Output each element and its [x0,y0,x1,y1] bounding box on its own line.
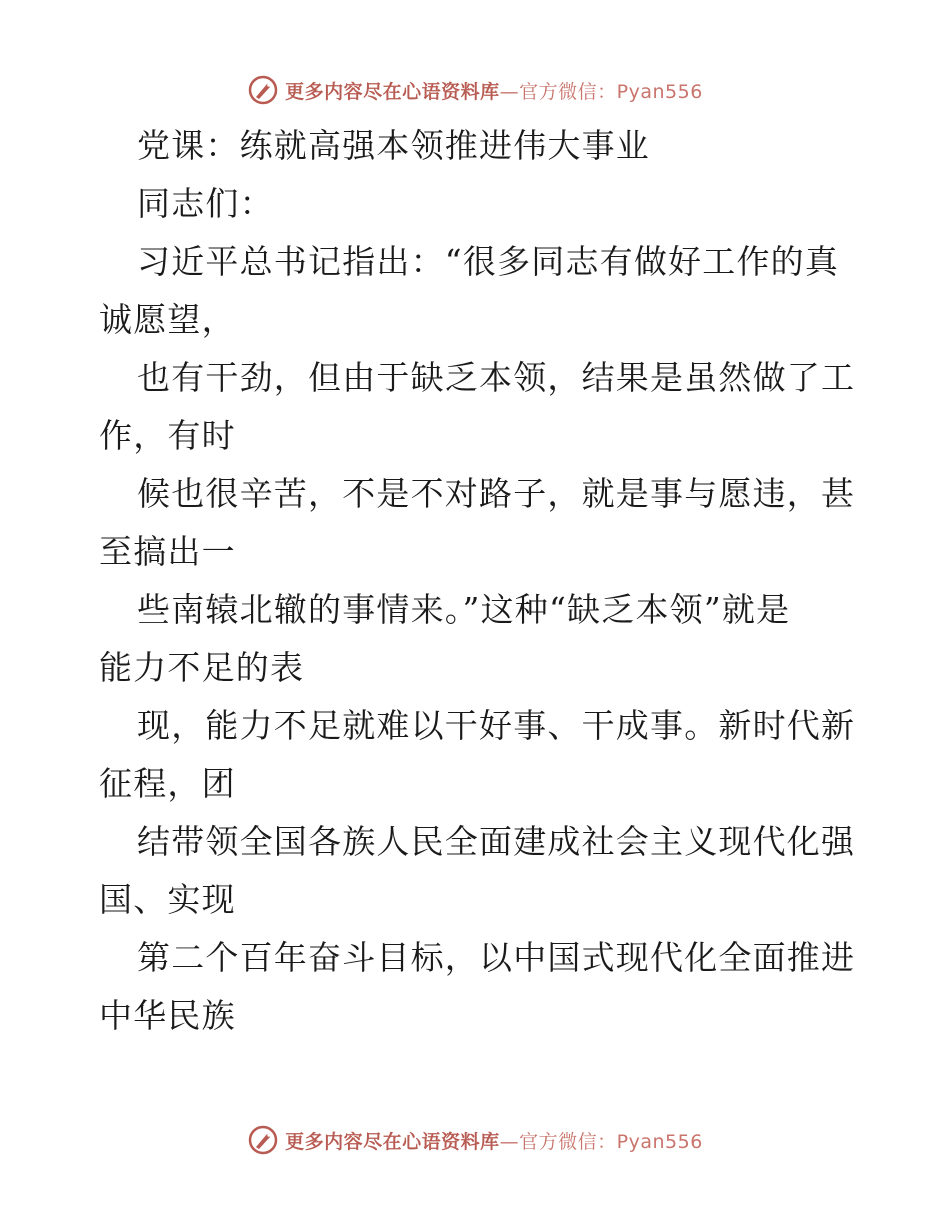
watermark-text: 更多内容尽在心语资料库—官方微信：Pyan556 [285,80,703,103]
paragraph-line: 诚愿望， [99,300,236,339]
document-title: 党课：练就高强本领推进伟大事业 [137,126,650,165]
watermark-group [247,1124,703,1156]
header-watermark [0,70,950,110]
pen-nib-logo-icon [247,74,279,106]
paragraph-line: 也有干劲，但由于缺乏本领，结果是虽然做了工 [137,358,856,397]
paragraph-line: 中华民族 [99,996,236,1035]
paragraph-line: 候也很辛苦，不是不对路子，就是事与愿违，甚 [137,474,856,513]
paragraph-line: 能力不足的表 [99,648,305,687]
footer-watermark [0,1120,950,1160]
paragraph-line: 结带领全国各族人民全面建成社会主义现代化强 [137,822,856,861]
paragraph-line: 至搞出一 [99,532,236,571]
paragraph-line: 第二个百年奋斗目标，以中国式现代化全面推进 [137,938,856,977]
paragraph-line: 现，能力不足就难以干好事、干成事。新时代新 [137,706,856,745]
watermark-text: 更多内容尽在心语资料库—官方微信：Pyan556 [285,1130,703,1153]
paragraph-line: 征程，团 [99,764,236,803]
pen-nib-logo-icon [247,1124,279,1156]
paragraph-line: 些南辕北辙的事情来。”这种“缺乏本领”就是 [137,590,791,629]
greeting: 同志们： [137,184,274,223]
paragraph-line: 习近平总书记指出：“很多同志有做好工作的真 [137,242,840,281]
paragraph-line: 作，有时 [99,416,236,455]
paragraph-line: 国、实现 [99,880,236,919]
watermark-group [247,74,703,106]
